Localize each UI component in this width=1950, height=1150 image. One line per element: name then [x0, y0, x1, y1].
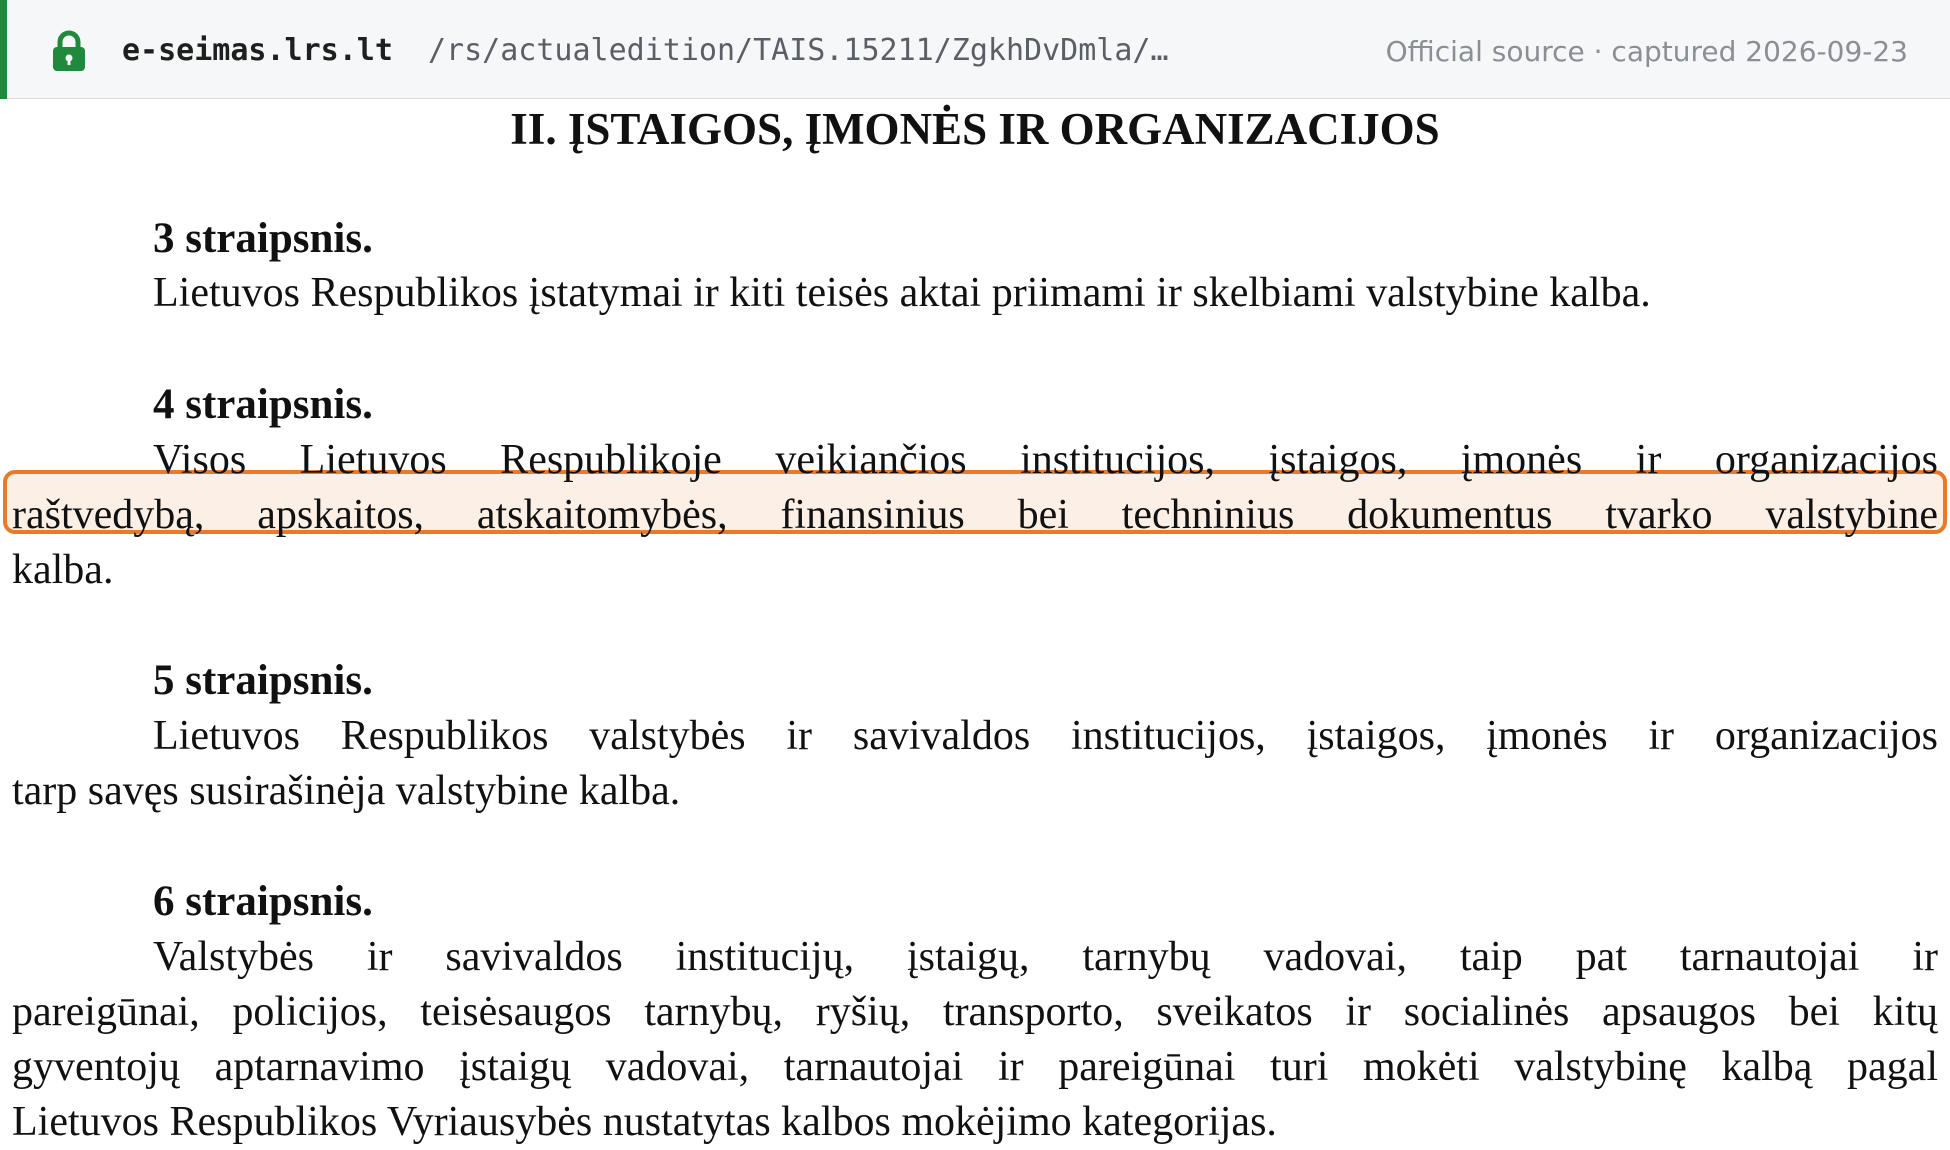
- address-bar[interactable]: [0, 0, 1950, 99]
- secure-accent-bar: [0, 0, 7, 99]
- article-6-line-3: gyventojų aptarnavimo įstaigų vadovai, tarnautojai ir pareigūnai turi mokėti valstybinę kalbą pagal: [12, 1044, 1938, 1090]
- article-4-title: 4 straipsnis.: [153, 381, 373, 428]
- article-3-line-1: Lietuvos Respublikos įstatymai ir kiti teisės aktai priimami ir skelbiami valstybine kalba.: [153, 270, 1651, 316]
- article-6-line-4: Lietuvos Respublikos Vyriausybės nustatytas kalbos mokėjimo kategorijas.: [12, 1099, 1277, 1145]
- article-4-line-3: kalba.: [12, 547, 114, 593]
- article-5-line-1: Lietuvos Respublikos valstybės ir savivaldos institucijos, įstaigos, įmonės ir organizacijos: [153, 713, 1938, 759]
- article-4-line-1: Visos Lietuvos Respublikoje veikiančios institucijos, įstaigos, įmonės ir organizacijos: [153, 437, 1938, 483]
- chapter-heading: II. ĮSTAIGOS, ĮMONĖS IR ORGANIZACIJOS: [510, 104, 1440, 154]
- url-domain[interactable]: e-seimas.lrs.lt: [122, 33, 393, 68]
- article-5-title: 5 straipsnis.: [153, 657, 373, 704]
- url-path[interactable]: /rs/actualedition/TAIS.15211/ZgkhDvDmla/…: [428, 33, 1169, 68]
- lock-icon: [50, 30, 88, 72]
- article-6-title: 6 straipsnis.: [153, 878, 373, 925]
- article-4-line-2-highlighted: raštvedybą, apskaitos, atskaitomybės, finansinius bei techninius dokumentus tvarko valstybine: [12, 492, 1938, 538]
- capture-note: Official source · captured 2026-09-23: [1385, 35, 1908, 68]
- article-5-line-2: tarp savęs susirašinėja valstybine kalba.: [12, 768, 681, 814]
- article-6-line-1: Valstybės ir savivaldos institucijų, įstaigų, tarnybų vadovai, taip pat tarnautojai ir: [153, 934, 1938, 980]
- article-3-title: 3 straipsnis.: [153, 215, 373, 262]
- article-6-line-2: pareigūnai, policijos, teisėsaugos tarnybų, ryšių, transporto, sveikatos ir socialinės apsaugos bei kitų: [12, 989, 1938, 1035]
